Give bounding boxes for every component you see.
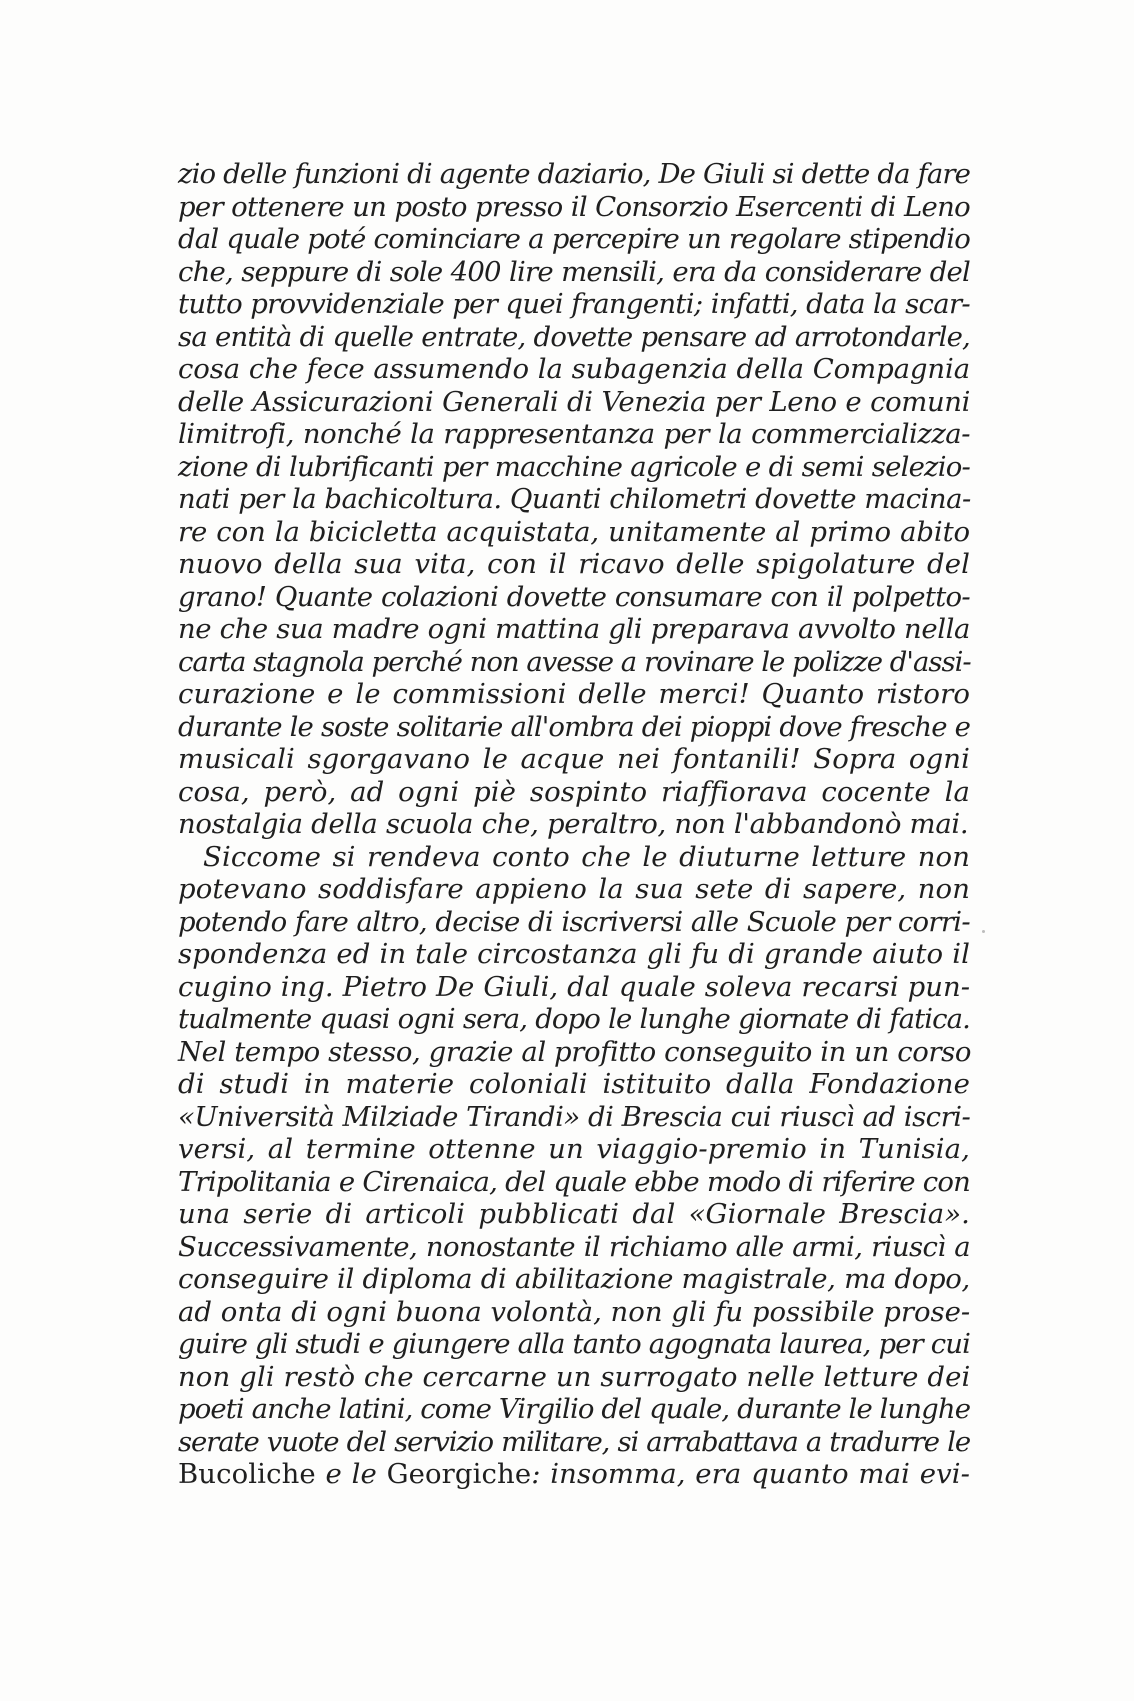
text-line: spondenza ed in tale circostanza gli fu di grande aiuto il	[178, 938, 970, 970]
text-line-final	[178, 1458, 970, 1491]
text-line: Nel tempo stesso, grazie al profitto conseguito in un corso	[178, 1035, 972, 1068]
text-line: limitrofi, nonché la rappresentanza per la commercializza-	[178, 418, 970, 450]
text-line: curazione e le commissioni delle merci! Quanto ristoro	[178, 678, 970, 710]
text-line: zio delle funzioni di agente daziario, De Giuli si dette da fare	[178, 158, 970, 190]
text-line: versi, al termine ottenne un viaggio-premio in Tunisia,	[178, 1133, 970, 1165]
text-line: cugino ing. Pietro De Giuli, dal quale soleva recarsi pun-	[178, 970, 970, 1003]
text-line: tualmente quasi ogni sera, dopo le lunghe giornate di fatica.	[178, 1003, 970, 1035]
text-line: dal quale poté cominciare a percepire un regolare stipendio	[178, 223, 970, 255]
paragraph-2	[178, 841, 970, 1491]
book-title-bucoliche: Bucoliche	[178, 1458, 316, 1490]
text-line: poeti anche latini, come Virgilio del quale, durante le lunghe	[178, 1393, 971, 1425]
text-line: conseguire il diploma di abilitazione magistrale, ma dopo,	[178, 1263, 970, 1295]
title-joiner: e le	[315, 1458, 387, 1490]
book-title-georgiche: Georgiche	[386, 1458, 532, 1490]
text-line: delle Assicurazioni Generali di Venezia per Leno e comuni	[178, 385, 970, 418]
text-line: tutto provvidenziale per quei frangenti; infatti, data la scar-	[178, 288, 970, 320]
text-line: una serie di articoli pubblicati dal «Giornale Brescia».	[178, 1198, 970, 1230]
text-line: musicali sgorgavano le acque nei fontanili! Sopra ogni	[178, 743, 970, 775]
text-line: serate vuote del servizio militare, si arrabattava a tradurre le	[178, 1425, 970, 1458]
text-line: durante le soste solitarie all'ombra dei pioppi dove fresche e	[178, 710, 970, 743]
paper-speck	[982, 930, 985, 933]
text-line: per ottenere un posto presso il Consorzio Esercenti di Leno	[178, 190, 970, 223]
paragraph-1	[178, 158, 970, 841]
text-line: «Università Milziade Tirandi» di Brescia cui riuscì ad iscri-	[178, 1100, 971, 1133]
text-line: zione di lubrificanti per macchine agricole e di semi selezio-	[178, 450, 970, 483]
text-line: che, seppure di sole 400 lire mensili, era da considerare del	[178, 255, 970, 288]
text-line: guire gli studi e giungere alla tanto agognata laurea, per cui	[178, 1328, 970, 1360]
text-line: nati per la bachicoltura. Quanti chilometri dovette macina-	[178, 483, 971, 515]
text-line-indented: Siccome si rendeva conto che le diuturne letture non	[203, 840, 970, 873]
text-line: di studi in materie coloniali istituito dalla Fondazione	[178, 1068, 970, 1100]
text-line: nuovo della sua vita, con il ricavo delle spigolature del	[178, 548, 970, 580]
text-line: Successivamente, nonostante il richiamo alle armi, riuscì a	[178, 1230, 970, 1263]
text-line: sa entità di quelle entrate, dovette pensare ad arrotondarle,	[178, 320, 970, 353]
text-line: re con la bicicletta acquistata, unitamente al primo abito	[178, 515, 970, 548]
text-line: potendo fare altro, decise di iscriversi alle Scuole per corri-	[178, 905, 970, 938]
text-line: grano! Quante colazioni dovette consumare con il polpetto-	[178, 580, 970, 613]
text-line: cosa, però, ad ogni piè sospinto riaffiorava cocente la	[178, 775, 970, 808]
text-line: ne che sua madre ogni mattina gli preparava avvolto nella	[178, 613, 970, 645]
text-line: non gli restò che cercarne un surrogato nelle letture dei	[178, 1360, 971, 1393]
line-continuation: : insomma, era quanto mai evi-	[531, 1458, 971, 1490]
text-line: ad onta di ogni buona volontà, non gli fu possibile prose-	[178, 1295, 971, 1328]
text-line: cosa che fece assumendo la subagenzia della Compagnia	[178, 353, 970, 385]
text-line-last: nostalgia della scuola che, peraltro, non l'abbandonò mai.	[178, 808, 969, 840]
body-text	[178, 158, 970, 1491]
text-line: Tripolitania e Cirenaica, del quale ebbe modo di riferire con	[178, 1165, 970, 1198]
text-line: carta stagnola perché non avesse a rovinare le polizze d'assi-	[178, 645, 971, 678]
text-line: potevano soddisfare appieno la sua sete di sapere, non	[178, 873, 970, 905]
